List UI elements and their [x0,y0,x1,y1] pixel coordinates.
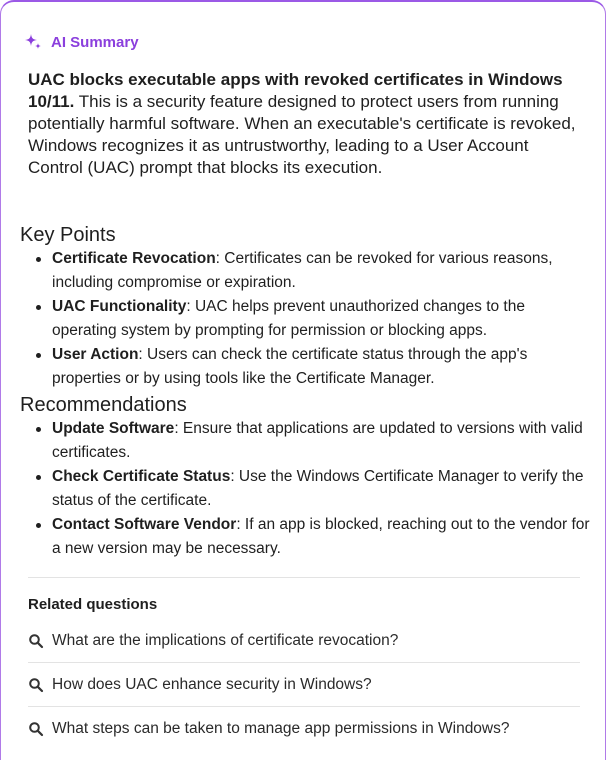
list-item [35,465,590,513]
list-item [35,343,590,391]
summary-headline: UAC blocks executable apps with revoked certificates in Windows 10/11. [28,70,563,111]
related-question-item[interactable] [28,718,580,740]
ai-summary-header [23,32,139,52]
related-question-item[interactable] [28,674,580,696]
list-item [35,247,590,295]
list-item [35,417,590,465]
divider [28,662,580,663]
list-item-term: Update Software [52,420,175,437]
list-item-term: Certificate Revocation [52,250,216,267]
list-item-term: Contact Software Vendor [52,516,237,533]
search-icon [28,677,44,693]
ai-summary-label: AI Summary [51,33,139,51]
summary-body: This is a security feature designed to protect users from running potentially harmful software. When an executable's certificate is revoked, Windows recognizes it as untrustworthy, leading to a User Account Control (UAC) prompt that blocks its execution. [28,92,576,177]
list-item [35,295,590,343]
sparkle-icon [23,32,43,52]
list-item-text: : UAC helps prevent unauthorized changes to the operating system by prompting for permission or blocking apps. [52,298,525,339]
key-points-heading: Key Points [20,224,116,246]
search-icon [28,633,44,649]
recommendations-list [35,417,590,561]
list-item [35,513,590,561]
related-question-text: What are the implications of certificate revocation? [52,632,399,649]
related-question-text: What steps can be taken to manage app permissions in Windows? [52,720,510,737]
search-icon [28,721,44,737]
list-item-term: User Action [52,346,139,363]
related-question-item[interactable] [28,630,580,652]
related-questions-title: Related questions [28,596,158,613]
list-item-text: : Use the Windows Certificate Manager to verify the status of the certificate. [52,468,584,509]
recommendations-heading: Recommendations [20,394,187,416]
key-points-list [35,247,590,391]
divider [28,577,580,578]
list-item-text: : If an app is blocked, reaching out to the vendor for a new version may be necessary. [52,516,590,557]
related-question-text: How does UAC enhance security in Windows? [52,676,372,693]
summary-intro [28,69,583,179]
list-item-text: : Certificates can be revoked for various reasons, including compromise or expiration. [52,250,553,291]
list-item-text: : Users can check the certificate status through the app's properties or by using tools like the Certificate Manager. [52,346,528,387]
list-item-text: : Ensure that applications are updated to versions with valid certificates. [52,420,583,461]
divider [28,706,580,707]
list-item-term: Check Certificate Status [52,468,231,485]
list-item-term: UAC Functionality [52,298,187,315]
